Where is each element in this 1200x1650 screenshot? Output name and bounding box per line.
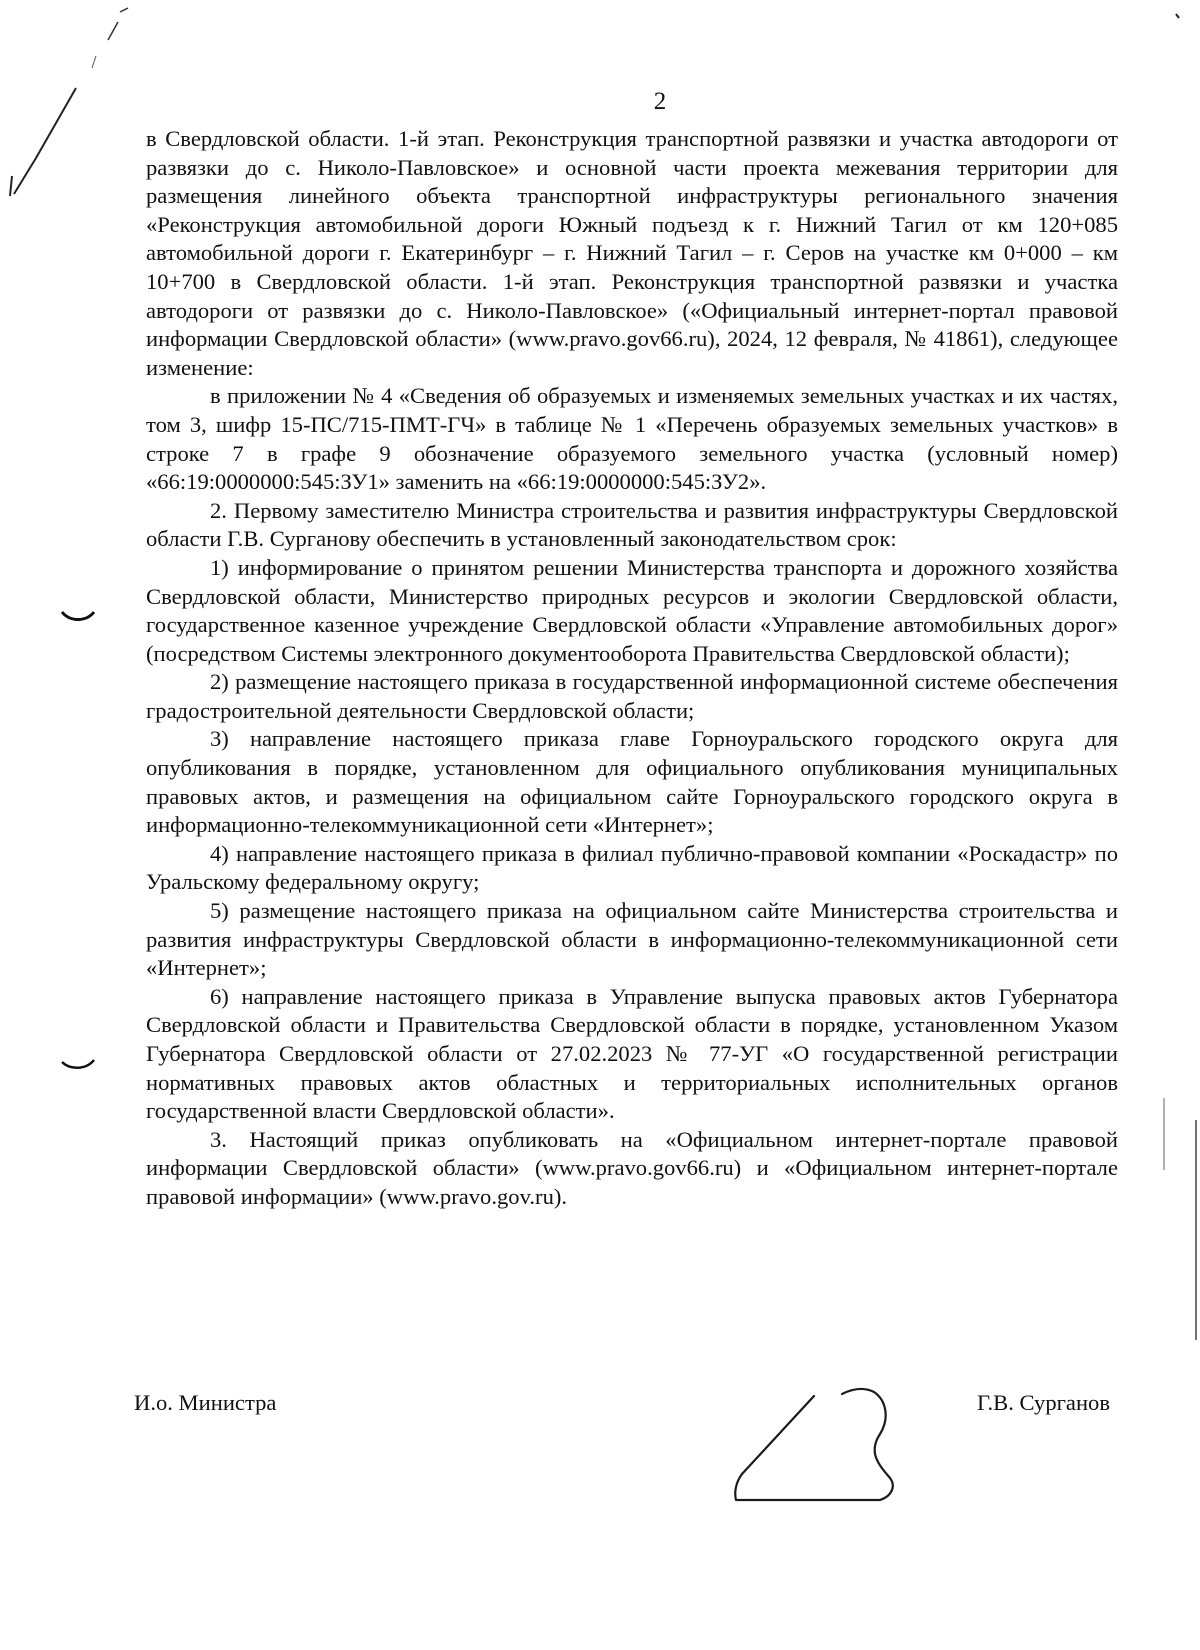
punch-hole-mark-upper (60, 608, 96, 624)
subitem-2: 2) размещение настоящего приказа в государственной информационной системе обеспечения градостроительной деятельности Свердловской области; (146, 669, 1118, 723)
paragraph-item-2: 2. Первому заместителю Министра строительства и развития инфраструктуры Свердловской области Г.В. Сурганову обеспечить в установленный законодательством срок: (146, 497, 1118, 552)
right-edge-mark-top (1170, 10, 1190, 30)
paragraph-continuation: в Свердловской области. 1-й этап. Реконструкция транспортной развязки и участка автодороги от развязки до с. Николо-Павловское» и основной части проекта межевания территории для размещения линейного объекта транспортной инфраструктуры регионального значения «Реконструкция автомобильной дороги Южный подъезд к г. Нижний Тагил от км 120+085 автомобильной дороги г. Екатеринбург – г. Нижний Тагил – г. Серов на участке км 0+000 – км 10+700 в Свердловской области. 1-й этап. Реконструкция транспортной развязки и участка автодороги от развязки до с. Николо-Павловское» («Официальный интернет-портал правовой информации Свердловской области» (www.pravo.gov66.ru), 2024, 12 февраля, № 41861), следующее изменение: (146, 126, 1118, 380)
document-body (146, 125, 1118, 1212)
margin-stroke-mark (0, 0, 140, 200)
handwritten-signature (730, 1374, 910, 1504)
paragraph-appendix-change: в приложении № 4 «Сведения об образуемых и изменяемых земельных участках и их частях, том 3, шифр 15-ПС/715-ПМТ-ГЧ» в таблице № 1 «Перечень образуемых земельных участков» в строке 7 в графе 9 обозначение образуемого земельного участка (условный номер) «66:19:0000000:545:ЗУ1» заменить на «66:19:0000000:545:ЗУ2». (146, 383, 1118, 495)
subitem-3: 3) направление настоящего приказа главе Горноуральского городского округа для опубликования в порядке, установленном для официального опубликования муниципальных правовых актов, и размещения на официальном сайте Горноуральского городского округа в информационно-телекоммуникационной сети «Интернет»; (146, 726, 1118, 838)
paragraph-item-3: 3. Настоящий приказ опубликовать на «Официальном интернет-портале правовой информации Свердловской области» (www.pravo.gov66.ru) и «Официальном интернет-портале правовой информации» (www.pravo.gov.ru). (146, 1126, 1118, 1209)
subitem-6: 6) направление настоящего приказа в Управление выпуска правовых актов Губернатора Свердловской области и Правительства Свердловской области в порядке, установленном Указом Губернатора Свердловской области от 27.02.2023 № 77-УГ «О государственной регистрации нормативных правовых актов областных и территориальных исполнительных органов государственной власти Свердловской области». (146, 983, 1118, 1124)
subitem-1: 1) информирование о принятом решении Министерства транспорта и дорожного хозяйства Свердловской области, Министерство природных ресурсов и экологии Свердловской области, государственное казенное учреждение Свердловской области «Управление автомобильных дорог» (посредством Системы электронного документооборота Правительства Свердловской области); (146, 554, 1118, 666)
signer-name: Г.В. Сурганов (977, 1390, 1110, 1415)
page-number: 2 (653, 88, 667, 115)
right-edge-scan-line (1160, 1090, 1200, 1350)
subitem-5: 5) размещение настоящего приказа на официальном сайте Министерства строительства и развития инфраструктуры Свердловской области в информационно-телекоммуникационной сети «Интернет»; (146, 898, 1118, 981)
subitem-4: 4) направление настоящего приказа в филиал публично-правовой компании «Роскадастр» по Уральскому федеральному округу; (146, 840, 1118, 895)
signer-position: И.о. Министра (134, 1390, 277, 1415)
punch-hole-mark-lower (60, 1056, 96, 1072)
